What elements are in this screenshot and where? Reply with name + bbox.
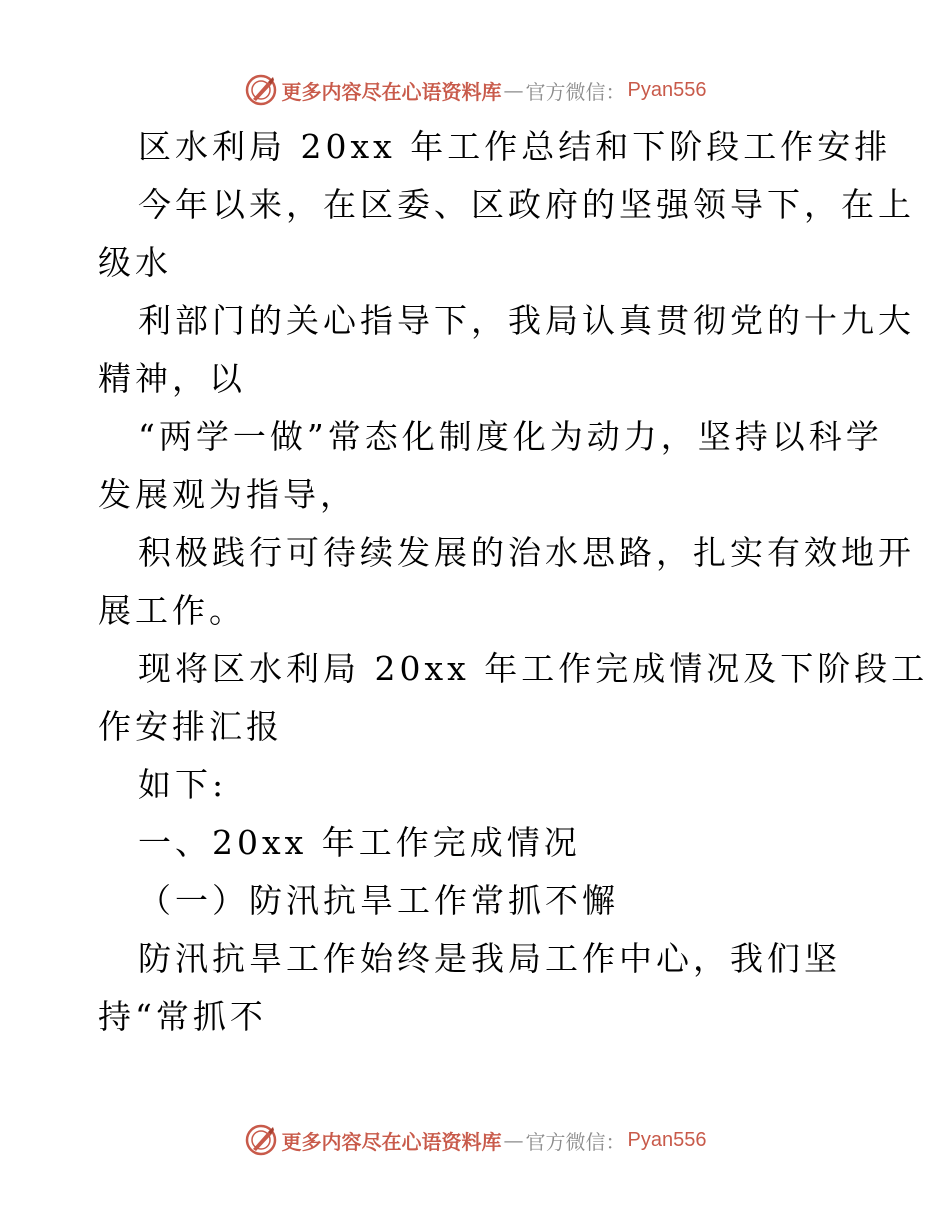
paragraph-line: 精神，以 — [98, 359, 246, 398]
paragraph-line: 如下: — [138, 765, 228, 804]
paragraph-line: 作安排汇报 — [98, 707, 283, 746]
paragraph-line: 发展观为指导， — [98, 475, 357, 514]
wechat-label: 官方微信： — [525, 1129, 626, 1154]
site-slogan: 更多内容尽在心语资料库 — [281, 79, 502, 104]
document-body — [98, 118, 929, 1046]
paragraph-line: “两学一做”常态化制度化为动力，坚持以科学 — [138, 417, 883, 456]
subsection-heading: （一）防汛抗旱工作常抓不懈 — [138, 881, 619, 920]
wechat-label: 官方微信： — [525, 79, 626, 104]
separator-dash: — — [503, 78, 524, 102]
header-banner — [0, 70, 950, 110]
paragraph-line: 展工作。 — [98, 591, 246, 630]
quill-circle-icon — [244, 73, 278, 107]
paragraph-line: 今年以来，在区委、区政府的坚强领导下，在上 — [138, 185, 915, 224]
paragraph-line: 持“常抓不 — [98, 997, 267, 1036]
section-heading: 一、20xx 年工作完成情况 — [138, 823, 581, 862]
site-slogan: 更多内容尽在心语资料库 — [281, 1129, 502, 1154]
footer-banner — [0, 1120, 950, 1160]
paragraph-line: 现将区水利局 20xx 年工作完成情况及下阶段工 — [138, 649, 929, 688]
wechat-id: Pyan556 — [627, 1128, 707, 1151]
quill-circle-icon — [244, 1123, 278, 1157]
paragraph-line: 积极践行可待续发展的治水思路，扎实有效地开 — [138, 533, 915, 572]
document-title: 区水利局 20xx 年工作总结和下阶段工作安排 — [138, 127, 892, 166]
paragraph-line: 利部门的关心指导下，我局认真贯彻党的十九大 — [138, 301, 915, 340]
wechat-id: Pyan556 — [627, 78, 707, 101]
paragraph-line: 级水 — [98, 243, 172, 282]
paragraph-line: 防汛抗旱工作始终是我局工作中心，我们坚 — [138, 939, 841, 978]
separator-dash: — — [503, 1128, 524, 1152]
